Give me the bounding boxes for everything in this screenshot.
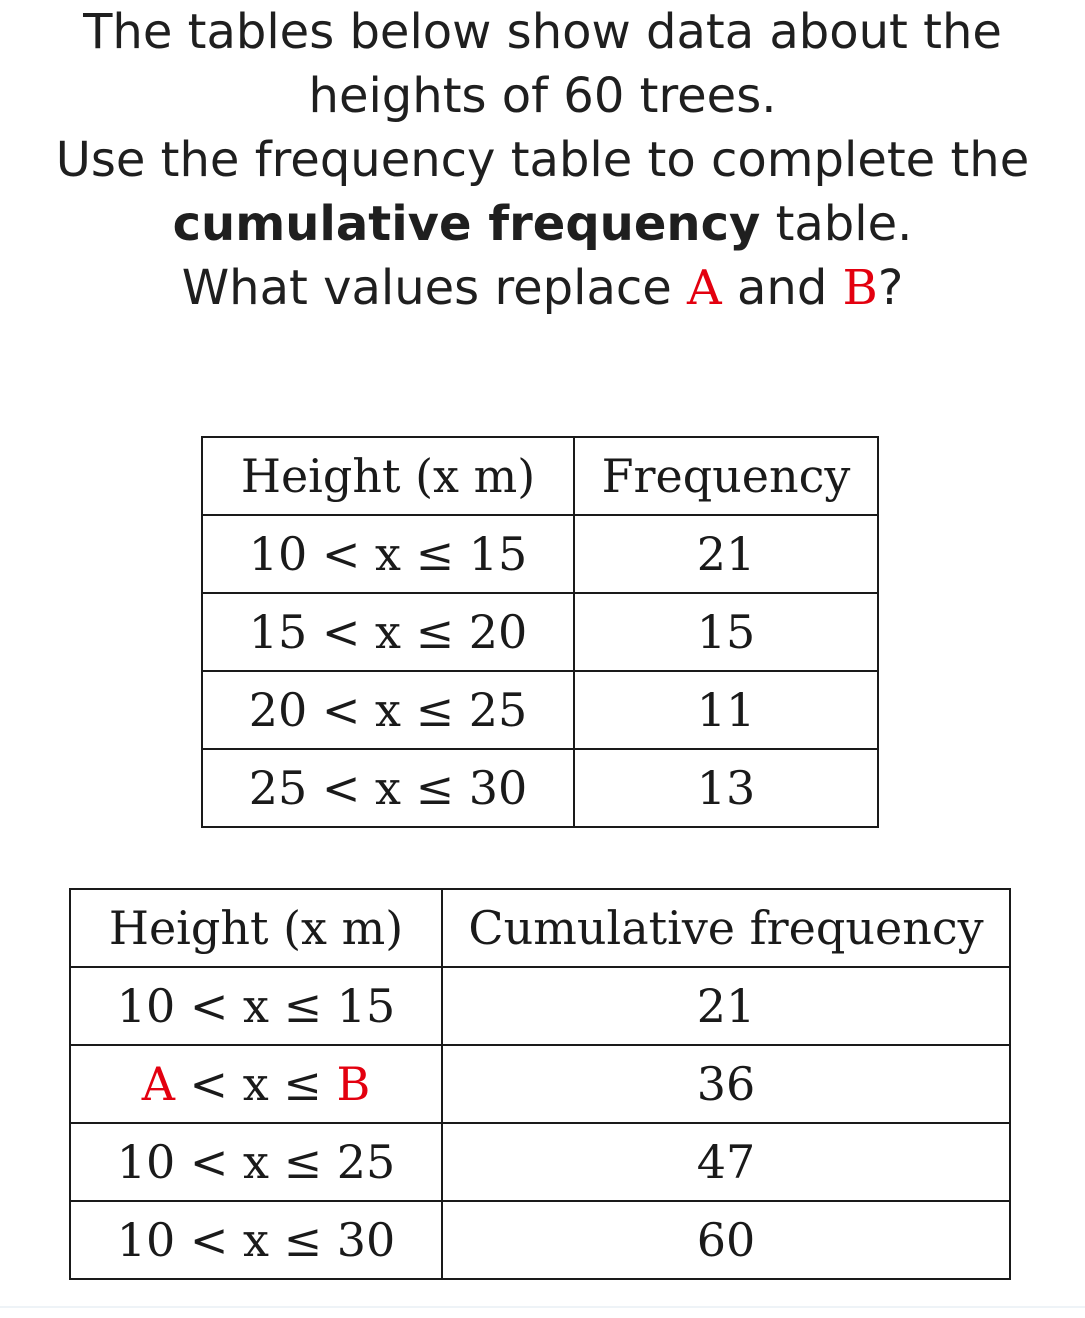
frequency-cell: 11 — [574, 671, 878, 749]
table-row — [202, 515, 878, 593]
cumulative-cell: 36 — [442, 1045, 1010, 1123]
height-cell: 10 < x ≤ 30 — [70, 1201, 442, 1279]
header-height: Height (x m) — [70, 889, 442, 967]
bold-term: cumulative frequency — [172, 196, 761, 252]
intro-line-1: The tables below show data about the — [83, 4, 1002, 60]
header-frequency: Frequency — [574, 437, 878, 515]
cumulative-cell: 21 — [442, 967, 1010, 1045]
table-row — [202, 749, 878, 827]
question-line-3 — [0, 256, 1085, 320]
height-cell: 10 < x ≤ 15 — [202, 515, 574, 593]
frequency-cell: 15 — [574, 593, 878, 671]
cumulative-cell: 60 — [442, 1201, 1010, 1279]
table-header-row — [202, 437, 878, 515]
question-line-1: Use the frequency table to complete the — [55, 132, 1030, 188]
height-cell: 10 < x ≤ 15 — [70, 967, 442, 1045]
q3-end: ? — [877, 260, 904, 316]
table-row — [70, 1045, 1010, 1123]
question-line-2 — [0, 192, 1085, 256]
header-cumulative-frequency: Cumulative frequency — [442, 889, 1010, 967]
table-row — [70, 1201, 1010, 1279]
height-cell: 10 < x ≤ 25 — [70, 1123, 442, 1201]
unknown-a: A — [141, 1057, 175, 1111]
intro-line-2: heights of 60 trees. — [308, 68, 777, 124]
frequency-cell: 21 — [574, 515, 878, 593]
height-cell: 25 < x ≤ 30 — [202, 749, 574, 827]
height-cell: 15 < x ≤ 20 — [202, 593, 574, 671]
variable-a: A — [687, 260, 722, 316]
cumulative-frequency-table — [69, 888, 1011, 1280]
cumulative-cell: 47 — [442, 1123, 1010, 1201]
inequality: < x ≤ — [174, 1057, 337, 1111]
table-row — [202, 593, 878, 671]
height-cell-unknown — [70, 1045, 442, 1123]
variable-b: B — [842, 260, 878, 316]
q3-mid: and — [721, 260, 843, 316]
table-row — [70, 967, 1010, 1045]
divider — [0, 1306, 1085, 1308]
header-height: Height (x m) — [202, 437, 574, 515]
question-line-2-rest: table. — [760, 196, 913, 252]
height-cell: 20 < x ≤ 25 — [202, 671, 574, 749]
q3-pre: What values replace — [181, 260, 688, 316]
frequency-table — [201, 436, 879, 828]
unknown-b: B — [336, 1057, 371, 1111]
table-row — [202, 671, 878, 749]
table-row — [70, 1123, 1010, 1201]
frequency-cell: 13 — [574, 749, 878, 827]
table-header-row — [70, 889, 1010, 967]
question-text — [0, 0, 1085, 320]
